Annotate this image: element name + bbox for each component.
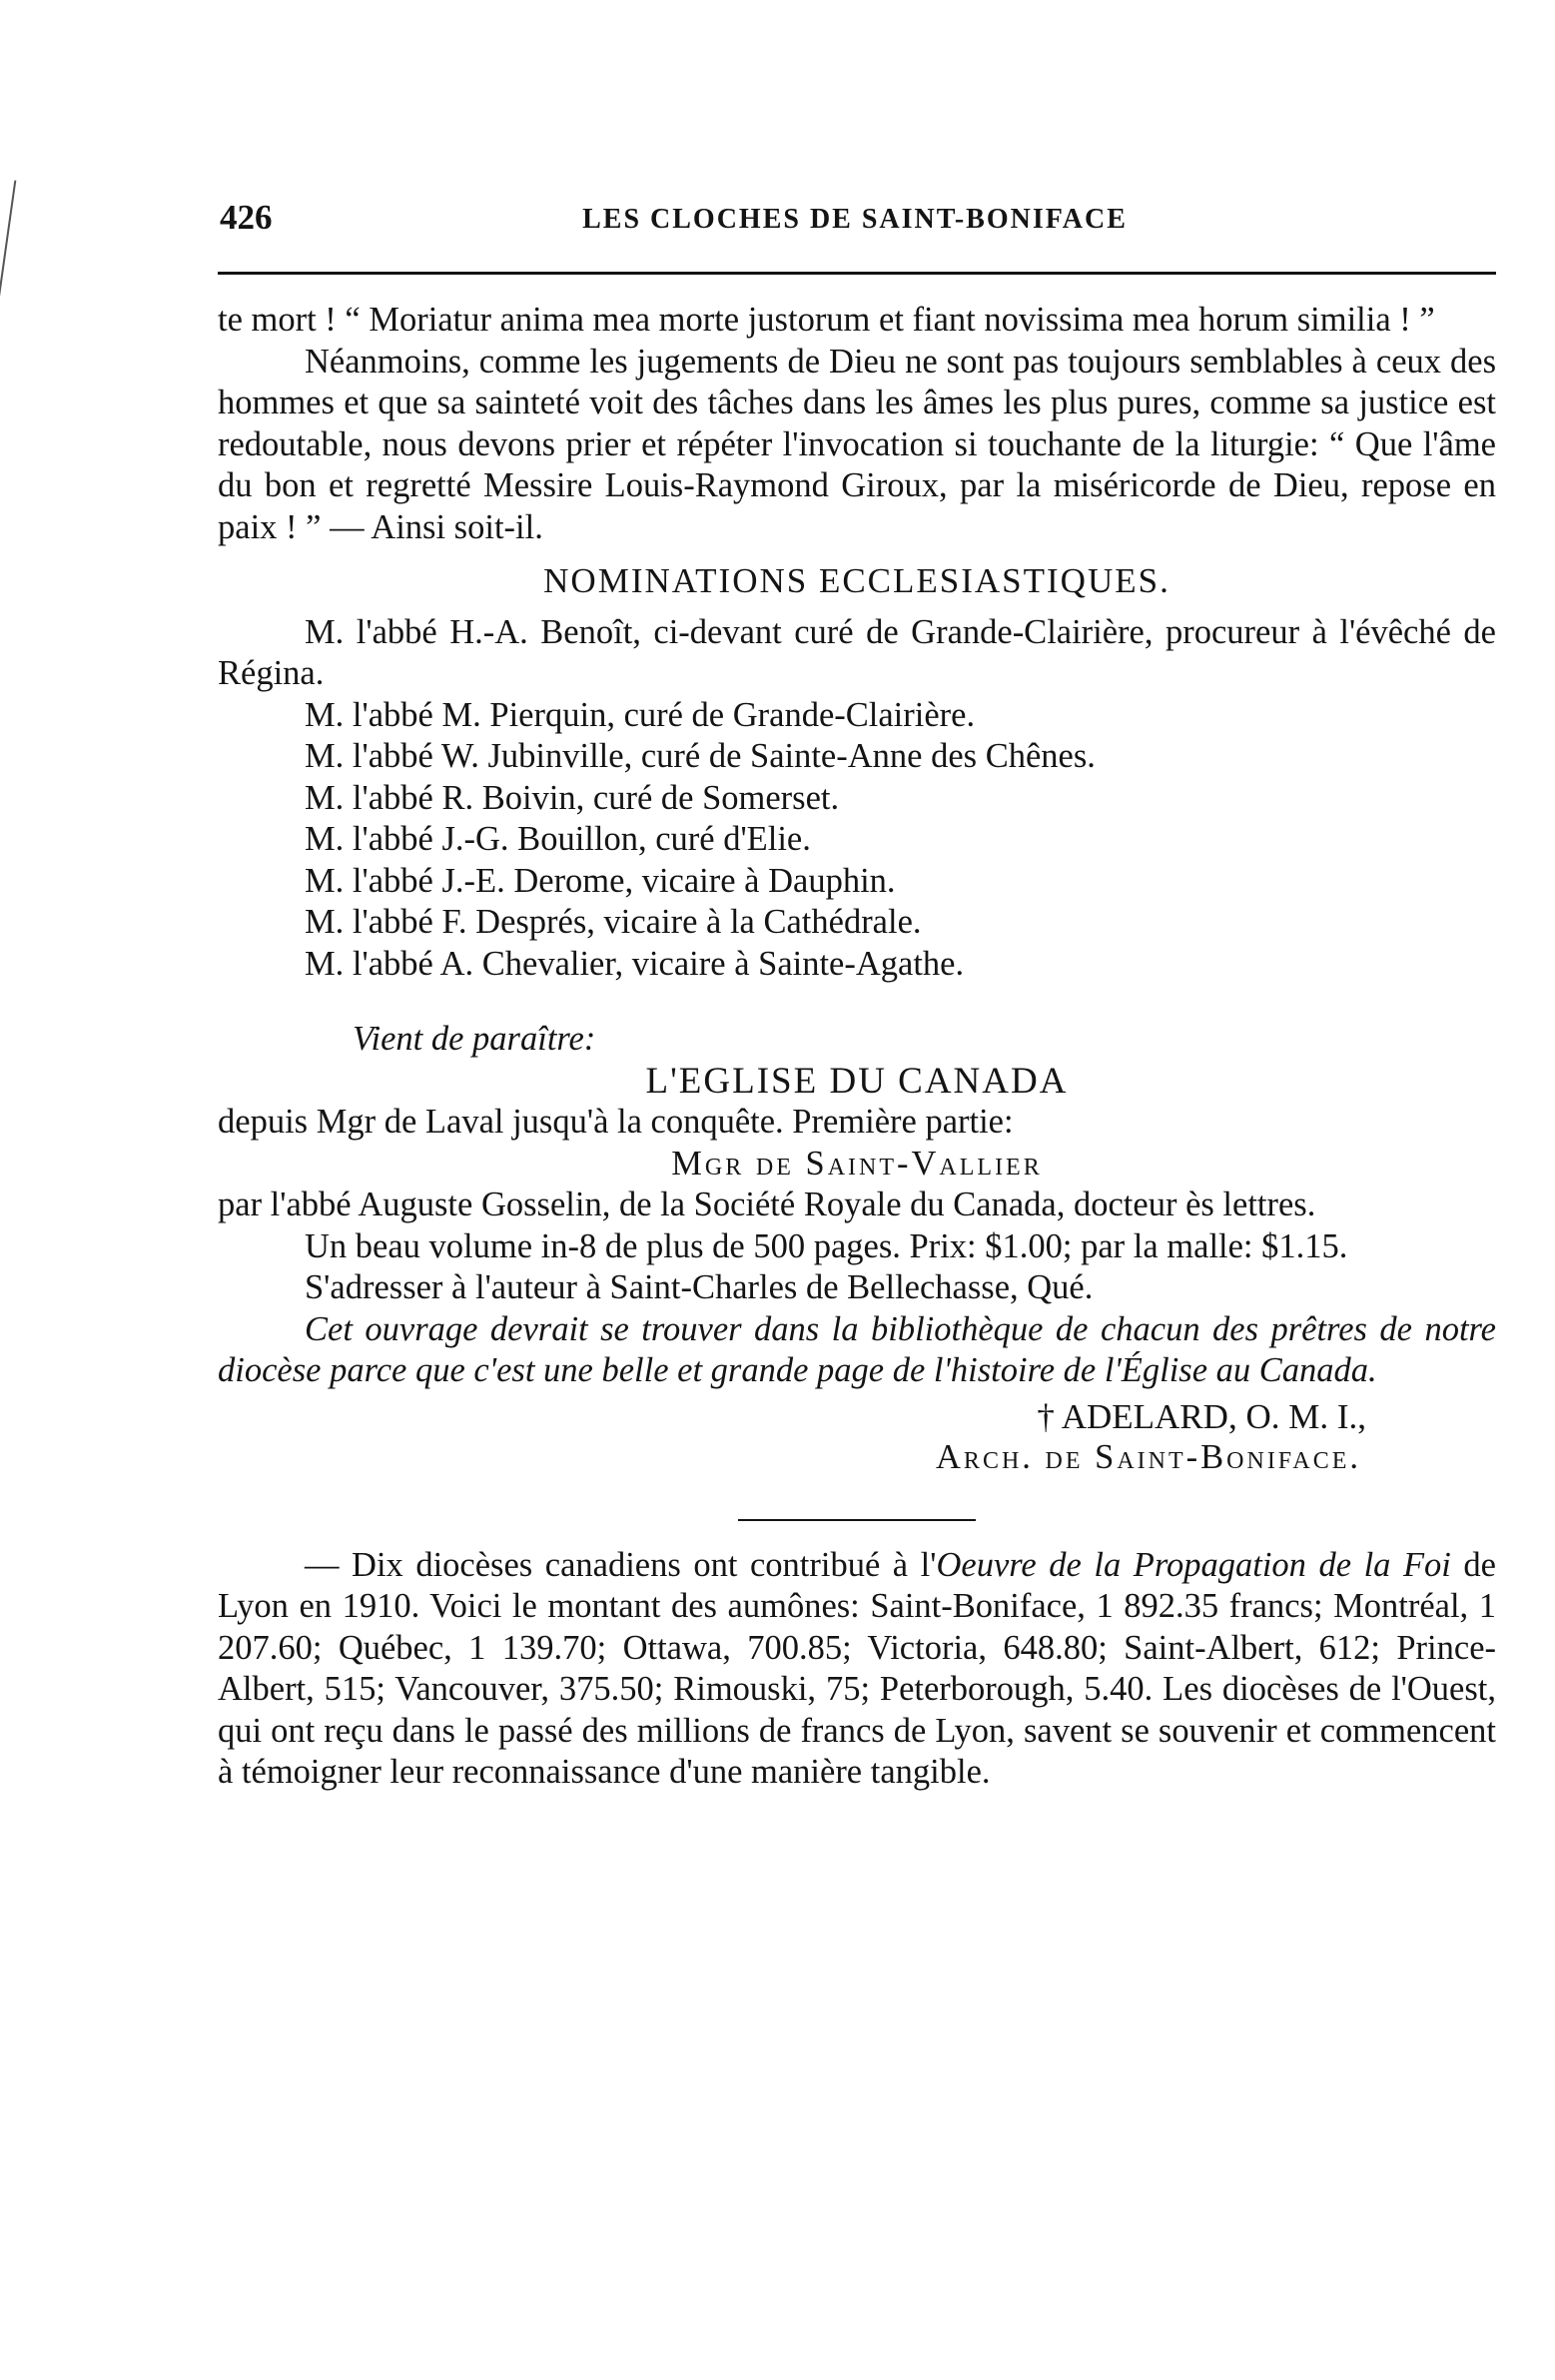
paragraph-donations <box>218 1545 1496 1794</box>
nomination-item: M. l'abbé A. Chevalier, vicaire à Sainte-Agathe. <box>305 944 965 983</box>
section-heading: NOMINATIONS ECCLESIASTIQUES. <box>543 561 1170 600</box>
page-body <box>218 300 1496 1794</box>
running-title: LES CLOCHES DE SAINT-BONIFACE <box>582 204 1128 235</box>
section-divider <box>738 1519 976 1521</box>
nomination-item: M. l'abbé H.-A. Benoît, ci-devant curé de Grande-Clairière, procureur à l'évêché de Régina. <box>218 612 1496 692</box>
header-rule <box>218 272 1496 275</box>
book-price: Un beau volume in-8 de plus de 500 pages. Prix: $1.00; par la malle: $1.15. <box>305 1226 1348 1265</box>
nomination-item: M. l'abbé R. Boivin, curé de Somerset. <box>305 778 840 817</box>
book-subtitle: depuis Mgr de Laval jusqu'à la conquête. Première partie: <box>218 1103 1014 1141</box>
donations-work-title: Oeuvre de la Propagation de la Foi <box>936 1545 1451 1584</box>
book-recommendation: Cet ouvrage devrait se trouver dans la bibliothèque de chacun des prêtres de notre diocèse parce que c'est une belle et grande page de l'histoire de l'Église au Canada. <box>218 1309 1496 1389</box>
signature-title: Arch. de Saint-Boniface. <box>936 1438 1361 1476</box>
page-header <box>216 198 1494 248</box>
nomination-item: M. l'abbé M. Pierquin, curé de Grande-Clairière. <box>305 695 976 734</box>
signature: † ADELARD, O. M. I., <box>1037 1396 1366 1436</box>
paragraph-continuation: te mort ! “ Moriatur anima mea morte justorum et fiant novissima mea horum similia ! ” <box>218 301 1435 339</box>
book-address: S'adresser à l'auteur à Saint-Charles de Bellechasse, Qué. <box>305 1268 1094 1306</box>
announcement-lead: Vient de paraître: <box>353 1020 596 1058</box>
page-number: 426 <box>220 198 273 237</box>
donations-text-rest: de Lyon en 1910. Voici le montant des aumônes: Saint-Boniface, 1 892.35 francs; Montréal, 1 207.60; Québec, 1 139.70; Ottawa, 700.85; Victoria, 648.80; Saint-Albert, 612; Prince-Albert, 515; Vancouver, 375.50; Rimouski, 75; Peterborough, 5.40. Les diocèses de l'Ouest, qui ont reçu dans le passé des millions de francs de Lyon, savent se souvenir et commencent à témoigner leur reconnaissance d'une manière tangible. <box>218 1545 1496 1791</box>
margin-mark <box>0 180 16 299</box>
nomination-item: M. l'abbé J.-G. Bouillon, curé d'Elie. <box>305 820 811 858</box>
nomination-item: M. l'abbé W. Jubinville, curé de Sainte-Anne des Chênes. <box>305 737 1096 775</box>
paragraph-prayer: Néanmoins, comme les jugements de Dieu ne sont pas toujours semblables à ceux des hommes et que sa sainteté voit des tâches dans les âmes les plus pures, comme sa justice est redoutable, nous devons prier et répéter l'invocation si touchante de la liturgie: “ Que l'âme du bon et regretté Messire Louis-Raymond Giroux, par la miséricorde de Dieu, repose en paix ! ” — Ainsi soit-il. <box>218 342 1496 546</box>
book-author: par l'abbé Auguste Gosselin, de la Société Royale du Canada, docteur ès lettres. <box>218 1186 1316 1223</box>
book-part: Mgr de Saint-Vallier <box>671 1144 1043 1183</box>
nomination-item: M. l'abbé F. Després, vicaire à la Cathédrale. <box>305 903 922 941</box>
donations-text-start: — Dix diocèses canadiens ont contribué à l' <box>305 1545 937 1584</box>
book-title: L'EGLISE DU CANADA <box>645 1060 1069 1102</box>
nomination-item: M. l'abbé J.-E. Derome, vicaire à Dauphin. <box>305 861 896 900</box>
